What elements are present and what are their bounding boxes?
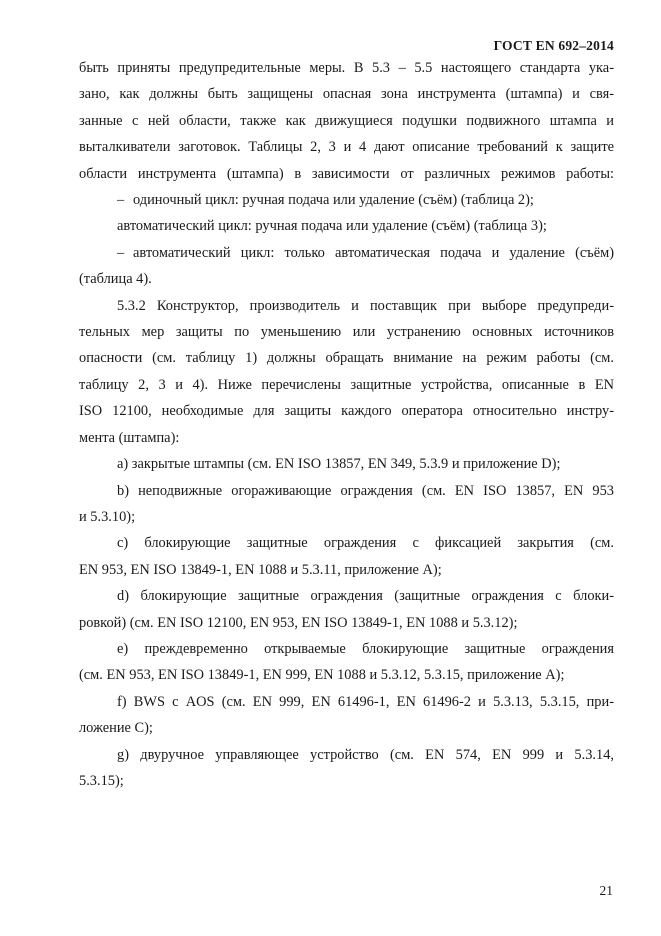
section-532-line-5: ISO 12100, необходимые для защиты каждого оператора относительно инстру-: [79, 403, 614, 420]
page-number: 21: [599, 883, 613, 898]
device-item-d-continuation: ровкой) (см. EN ISO 12100, EN 953, EN ISO 13849-1, EN 1088 и 5.3.12);: [79, 614, 518, 631]
mode-item-1: [79, 187, 614, 213]
device-item-c: c) блокирующие защитные ограждения с фиксацией закрытия (см.: [117, 535, 614, 552]
device-item-d: d) блокирующие защитные ограждения (защитные ограждения с блоки-: [117, 588, 614, 605]
intro-line-3: занные с ней области, также как движущиеся подушки подвижного штампа и: [79, 112, 614, 129]
dash-marker: –: [117, 192, 125, 209]
section-532-line-1: 5.3.2 Конструктор, производитель и поставщик при выборе предупреди-: [117, 297, 614, 314]
mode-item-text: одиночный цикл: ручная подача или удаление (съём) (таблица 2);: [133, 192, 534, 209]
device-item-b-continuation: и 5.3.10);: [79, 508, 136, 525]
document-body: [79, 55, 614, 794]
device-item-e-continuation: (см. EN 953, EN ISO 13849-1, EN 999, EN 1088 и 5.3.12, 5.3.15, приложение A);: [79, 667, 565, 684]
section-532-line-2: тельных мер защиты по уменьшению или устранению основных источников: [79, 324, 614, 341]
dash-marker: –: [117, 244, 125, 261]
intro-line-2: зано, как должны быть защищены опасная зона инструмента (штампа) и свя-: [79, 86, 614, 103]
mode-item-text: автоматический цикл: только автоматическая подача и удаление (съём): [133, 244, 614, 261]
section-532-line-3: опасности (см. таблицу 1) должны обращать внимание на режим работы (см.: [79, 350, 614, 367]
intro-line-4: выталкиватели заготовок. Таблицы 2, 3 и 4 дают описание требований к защите: [79, 139, 614, 156]
standard-header: ГОСТ EN 692–2014: [493, 38, 614, 53]
section-532-line-6: мента (штампа):: [79, 429, 180, 446]
device-item-g-continuation: 5.3.15);: [79, 772, 124, 789]
device-item-c-continuation: EN 953, EN ISO 13849-1, EN 1088 и 5.3.11, приложение A);: [79, 561, 442, 578]
section-532-line-4: таблицу 2, 3 и 4). Ниже перечислены защитные устройства, описанные в EN: [79, 376, 614, 393]
mode-item-3-continuation: (таблица 4).: [79, 271, 152, 288]
device-item-a: a) закрытые штампы (см. EN ISO 13857, EN 349, 5.3.9 и приложение D);: [117, 456, 561, 473]
device-item-g: g) двуручное управляющее устройство (см. EN 574, EN 999 и 5.3.14,: [117, 746, 614, 763]
device-item-f-continuation: ложение C);: [79, 720, 153, 737]
intro-line-1: быть приняты предупредительные меры. В 5.3 – 5.5 настоящего стандарта ука-: [79, 60, 614, 76]
mode-item-2: [79, 213, 614, 239]
intro-line-5: области инструмента (штампа) в зависимости от различных режимов работы:: [79, 165, 614, 182]
mode-item-3: [79, 240, 614, 266]
device-item-e: e) преждевременно открываемые блокирующие защитные ограждения: [117, 640, 614, 657]
device-item-b: b) неподвижные огораживающие ограждения (см. EN ISO 13857, EN 953: [117, 482, 614, 499]
device-item-f: f) BWS с AOS (см. EN 999, EN 61496-1, EN 61496-2 и 5.3.13, 5.3.15, при-: [117, 693, 614, 710]
mode-item-text: автоматический цикл: ручная подача или удаление (съём) (таблица 3);: [117, 218, 547, 235]
